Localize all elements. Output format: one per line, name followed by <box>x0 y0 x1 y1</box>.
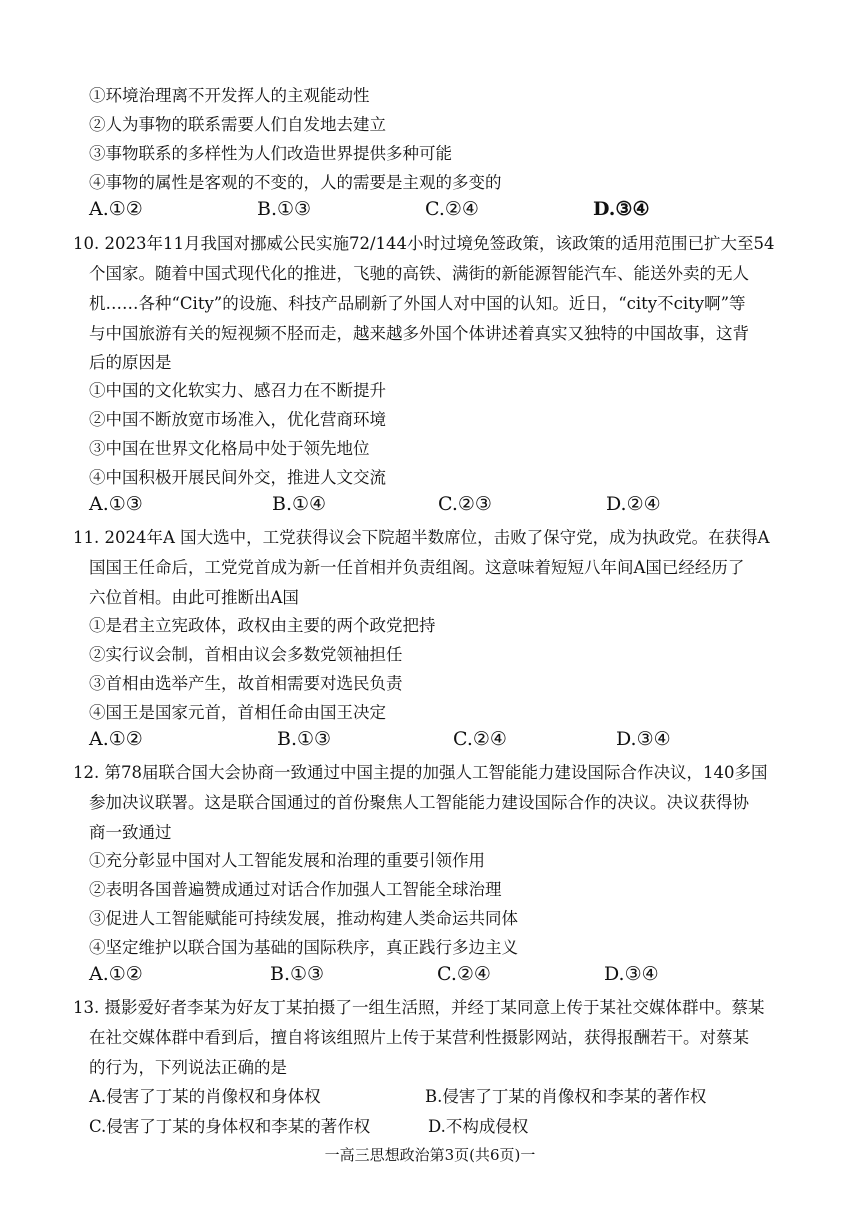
question-stem-line: 机……各种“City”的设施、科技产品刷新了外国人对中国的认知。近日，“city不city啊”等 <box>89 294 746 313</box>
option-a: A.侵害了丁某的肖像权和身体权 <box>89 1087 321 1106</box>
option-d: D.③④ <box>604 963 659 985</box>
option-d: D.③④ <box>616 728 671 750</box>
option-a: A.①② <box>89 728 143 750</box>
statement-item: ②表明各国普遍赞成通过对话合作加强人工智能全球治理 <box>89 880 502 899</box>
answer-options <box>0 727 860 751</box>
option-c: C.②④ <box>437 963 491 985</box>
question-stem-line: 个国家。随着中国式现代化的推进，飞驰的高铁、满街的新能源智能汽车、能送外卖的无人 <box>89 264 749 283</box>
option-c: C.②④ <box>425 198 479 220</box>
question-stem-line: 六位首相。由此可推断出A国 <box>89 588 299 607</box>
statement-item: ④坚定维护以联合国为基础的国际秩序，真正践行多边主义 <box>89 938 518 957</box>
question-stem-line: 与中国旅游有关的短视频不胫而走，越来越多外国个体讲述着真实又独特的中国故事，这背 <box>89 324 749 343</box>
option-c: C.②③ <box>438 493 492 515</box>
statement-item: ③中国在世界文化格局中处于领先地位 <box>89 439 370 458</box>
question-stem-line: 12. 第78届联合国大会协商一致通过中国主提的加强人工智能能力建设国际合作决议，140多国 <box>73 763 768 782</box>
option-c: C.侵害了丁某的身体权和李某的著作权 <box>89 1117 371 1136</box>
statement-item: ②实行议会制，首相由议会多数党领袖担任 <box>89 645 403 664</box>
option-d: D.不构成侵权 <box>428 1117 529 1136</box>
answer-options <box>0 197 860 221</box>
question-stem-line: 13. 摄影爱好者李某为好友丁某拍摄了一组生活照，并经丁某同意上传于某社交媒体群中。蔡某 <box>73 998 765 1017</box>
statement-item: ②中国不断放宽市场准入，优化营商环境 <box>89 410 386 429</box>
option-a: A.①② <box>89 198 143 220</box>
option-c: C.②④ <box>453 728 507 750</box>
question-stem-line: 在社交媒体群中看到后，擅自将该组照片上传于某营利性摄影网站，获得报酬若干。对蔡某 <box>89 1028 749 1047</box>
option-b: B.①④ <box>272 493 327 515</box>
statement-item: ①是君主立宪政体，政权由主要的两个政党把持 <box>89 616 436 635</box>
statement-item: ②人为事物的联系需要人们自发地去建立 <box>89 115 386 134</box>
answer-options <box>0 962 860 986</box>
statement-item: ①中国的文化软实力、感召力在不断提升 <box>89 381 386 400</box>
statement-item: ③促进人工智能赋能可持续发展，推动构建人类命运共同体 <box>89 909 518 928</box>
statement-item: ③事物联系的多样性为人们改造世界提供多种可能 <box>89 144 452 163</box>
statement-item: ③首相由选举产生，故首相需要对选民负责 <box>89 674 403 693</box>
statement-item: ④事物的属性是客观的不变的，人的需要是主观的多变的 <box>89 173 502 192</box>
question-stem-line: 的行为，下列说法正确的是 <box>89 1058 287 1077</box>
option-b: B.①③ <box>270 963 325 985</box>
page-footer: 一高三思想政治第3页(共6页)一 <box>324 1146 536 1164</box>
statement-item: ④中国积极开展民间外交，推进人文交流 <box>89 468 386 487</box>
question-stem-line: 国国王任命后，工党党首成为新一任首相并负责组阁。这意味着短短八年间A国已经经历了 <box>89 558 745 577</box>
question-stem-line: 参加决议联署。这是联合国通过的首份聚焦人工智能能力建设国际合作的决议。决议获得协 <box>89 793 749 812</box>
option-b: B.①③ <box>257 198 312 220</box>
option-a: A.①② <box>89 963 143 985</box>
option-a: A.①③ <box>89 493 143 515</box>
answer-options <box>0 492 860 516</box>
question-stem-line: 商一致通过 <box>89 823 172 842</box>
option-b: B.侵害了丁某的肖像权和李某的著作权 <box>425 1087 707 1106</box>
question-stem-line: 11. 2024年A 国大选中，工党获得议会下院超半数席位，击败了保守党，成为执政党。在获得A <box>73 528 770 547</box>
statement-item: ①充分彰显中国对人工智能发展和治理的重要引领作用 <box>89 851 485 870</box>
option-d: D.③④ <box>593 198 650 220</box>
statement-item: ①环境治理离不开发挥人的主观能动性 <box>89 86 370 105</box>
statement-item: ④国王是国家元首，首相任命由国王决定 <box>89 703 386 722</box>
question-stem-line: 10. 2023年11月我国对挪威公民实施72/144小时过境免签政策，该政策的适用范围已扩大至54 <box>73 234 775 253</box>
option-d: D.②④ <box>606 493 661 515</box>
option-b: B.①③ <box>277 728 332 750</box>
question-stem-line: 后的原因是 <box>89 353 172 372</box>
